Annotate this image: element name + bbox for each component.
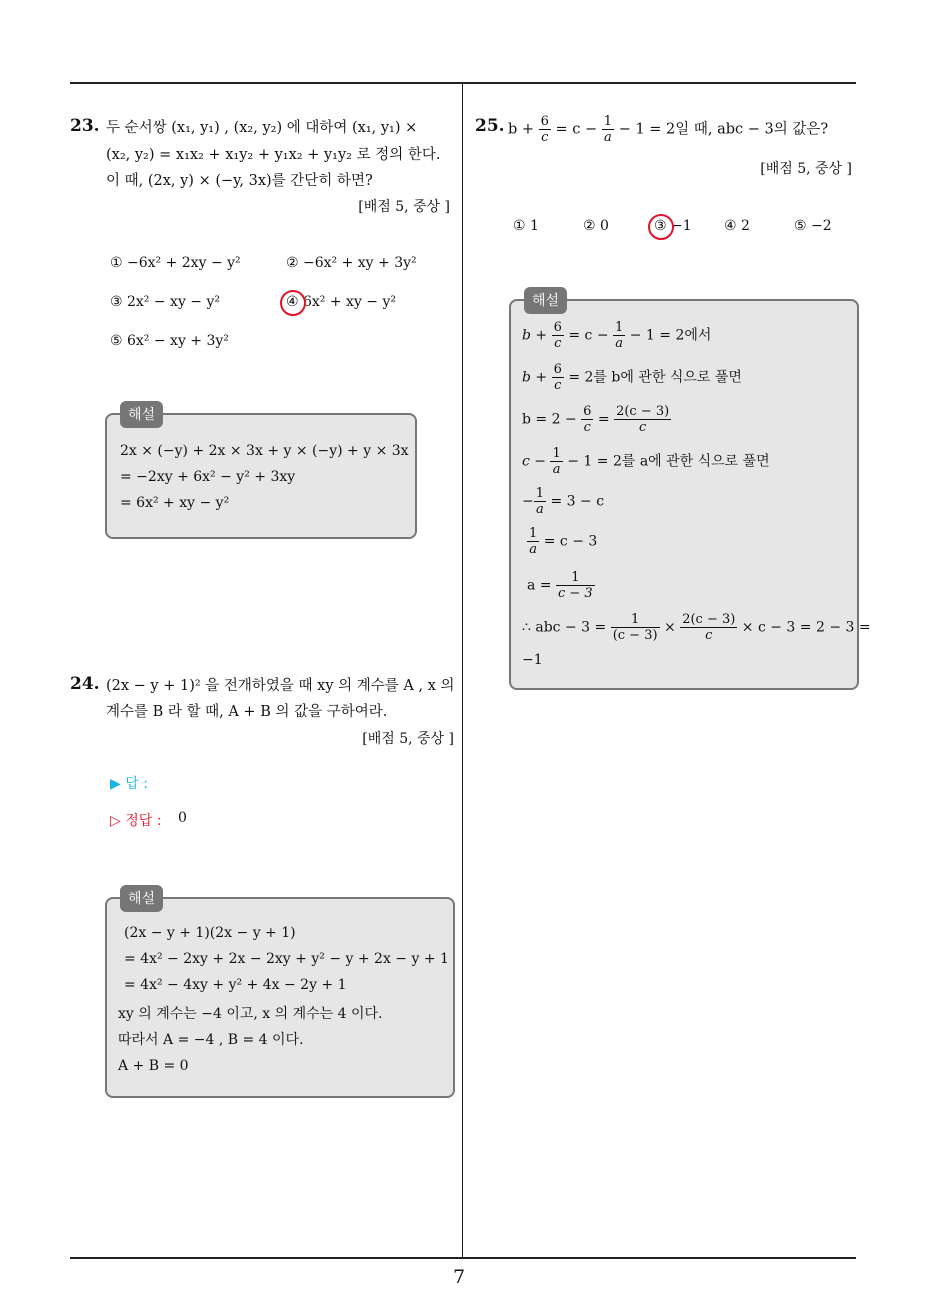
- q25-q-mid: = c −: [555, 121, 598, 138]
- q25-number: 25.: [475, 116, 505, 136]
- q24-line1: (2x − y + 1)² 을 전개하였을 때 xy 의 계수를 A , x 의: [106, 678, 455, 694]
- q23-choice-1[interactable]: ① −6x² + 2xy − y²: [110, 255, 241, 271]
- column-divider: [462, 83, 463, 1258]
- q23-solution-tag: 해설: [120, 401, 163, 428]
- q25-s8-tail: × c − 3 = 2 − 3 =: [741, 619, 871, 636]
- q25-s3-pre: b = 2 −: [522, 411, 577, 428]
- q25-sol-line-5: − $\frac{1}{a}$ = 3 − c: [522, 486, 605, 517]
- q24-solution-line-3: = 4x² − 4xy + y² + 4x − 2y + 1: [124, 977, 347, 993]
- q25-s5-frac: $\frac{1}{a}$: [535, 486, 545, 517]
- q25-s6-frac: $\frac{1}{a}$: [529, 526, 538, 557]
- q25-sol-line-7: [527, 570, 595, 601]
- top-rule: [70, 82, 856, 84]
- q25-s1-tail: − 1 = 2에서: [629, 327, 712, 344]
- page-number: 7: [453, 1266, 466, 1288]
- q25-s1-b: b: [522, 327, 531, 344]
- q24-solution-line-4: xy 의 계수는 −4 이고, x 의 계수는 4 이다.: [118, 1006, 383, 1022]
- q25-s8-frac2: $\frac{2(c - 3)}{c}$: [682, 612, 736, 643]
- q25-q-post: − 1 = 2일 때, abc − 3의 값은?: [618, 121, 829, 138]
- q24-solution-line-5: 따라서 A = −4 , B = 4 이다.: [118, 1032, 304, 1048]
- q25-q-pre: b +: [508, 121, 535, 138]
- q25-s8-pre: ∴ abc − 3 =: [522, 619, 607, 636]
- q25-question: [508, 114, 828, 145]
- q23-choice-5[interactable]: ⑤ 6x² − xy + 3y²: [110, 333, 229, 349]
- q25-source: [배점 5, 중상 ]: [760, 161, 852, 177]
- q23-choice-3[interactable]: ③ 2x² − xy − y²: [110, 294, 221, 310]
- q24-correct-value: 0: [178, 810, 187, 826]
- q25-choice-5[interactable]: ⑤ −2: [794, 218, 832, 234]
- q24-line2: 계수를 B 라 할 때, A + B 의 값을 구하여라.: [106, 704, 388, 720]
- q23-solution-line-2: = −2xy + 6x² − y² + 3xy: [120, 469, 296, 485]
- q23-line1: 두 순서쌍 (x₁, y₁) , (x₂, y₂) 에 대하여 (x₁, y₁) ×: [106, 120, 418, 136]
- q24-correct-label: ▷ 정답 :: [110, 813, 162, 829]
- q25-sol-line-6: [527, 526, 597, 557]
- q25-sol-line-1: b + $\frac{6}{c}$ = c − $\frac{1}{a}$ − 1 = 2에서: [522, 320, 712, 351]
- q23-choice-4[interactable]: ④ 6x² + xy − y²: [286, 294, 397, 310]
- q24-number: 24.: [70, 674, 100, 694]
- q25-choice-3[interactable]: ③ −1: [654, 218, 692, 234]
- q24-source: [배점 5, 중상 ]: [362, 731, 454, 747]
- q25-s1-frac2: $\frac{1}{a}$: [615, 320, 624, 351]
- q25-sol-line-9: −1: [522, 652, 543, 668]
- q23-source: [배점 5, 중상 ]: [358, 199, 450, 215]
- q25-s4-tail: − 1 = 2를 a에 관한 식으로 풀면: [567, 453, 770, 470]
- bottom-rule: [70, 1257, 856, 1259]
- q25-choice-1[interactable]: ① 1: [513, 218, 539, 234]
- q24-solution-line-1: (2x − y + 1)(2x − y + 1): [124, 925, 296, 941]
- q24-solution-line-6: A + B = 0: [118, 1058, 189, 1074]
- q25-solution-tag: 해설: [524, 287, 567, 314]
- q25-s1-mid: = c −: [568, 327, 609, 344]
- q25-sol-line-2: b + $\frac{6}{c}$ = 2를 b에 관한 식으로 풀면: [522, 362, 742, 393]
- q25-s5-tail: = 3 − c: [550, 493, 605, 510]
- q25-choice-2[interactable]: ② 0: [583, 218, 609, 234]
- q23-selected-circle: [280, 290, 306, 316]
- q23-number: 23.: [70, 116, 100, 136]
- q25-q-frac2: $\frac{1}{a}$: [603, 114, 613, 145]
- q25-s7-frac: $\frac{1}{c - 3}$: [557, 570, 593, 601]
- q25-s1-frac1: $\frac{6}{c}$: [553, 320, 562, 351]
- q25-s4-frac: $\frac{1}{a}$: [552, 446, 561, 477]
- q23-choice-2[interactable]: ② −6x² + xy + 3y²: [286, 255, 417, 271]
- q25-s8-frac1: $\frac{1}{(c - 3)}$: [612, 612, 658, 643]
- q25-s2-tail: = 2를 b에 관한 식으로 풀면: [568, 369, 742, 386]
- q25-s6-tail: = c − 3: [543, 533, 598, 550]
- q25-s3-frac1: $\frac{6}{c}$: [583, 404, 592, 435]
- q25-s2-frac: $\frac{6}{c}$: [553, 362, 562, 393]
- q24-solution-tag: 해설: [120, 885, 163, 912]
- q25-choice-4[interactable]: ④ 2: [724, 218, 750, 234]
- q25-sol-line-3: b = 2 − $\frac{6}{c}$ = $\frac{2(c - 3)}{c}$: [522, 404, 670, 435]
- q25-s3-frac2: $\frac{2(c - 3)}{c}$: [616, 404, 670, 435]
- q24-answer-label: ▶ 답 :: [110, 776, 148, 792]
- q23-solution-line-3: = 6x² + xy − y²: [120, 495, 230, 511]
- q23-line2: (x₂, y₂) = x₁x₂ + x₁y₂ + y₁x₂ + y₁y₂ 로 정의 한다.: [106, 147, 441, 163]
- q23-line3: 이 때, (2x, y) × (−y, 3x)를 간단히 하면?: [106, 173, 373, 189]
- q25-sol-line-8: ∴ abc − 3 = $\frac{1}{(c - 3)}$ × $\frac{2(c - 3)}{c}$ × c − 3 = 2 − 3 =: [522, 612, 871, 643]
- q25-q-frac1: $\frac{6}{c}$: [540, 114, 549, 145]
- q25-sol-line-4: c − $\frac{1}{a}$ − 1 = 2를 a에 관한 식으로 풀면: [522, 446, 770, 477]
- q25-selected-circle: [648, 214, 674, 240]
- q23-solution-line-1: 2x × (−y) + 2x × 3x + y × (−y) + y × 3x: [120, 443, 409, 459]
- q25-s7-pre: a =: [527, 577, 552, 594]
- q24-solution-line-2: = 4x² − 2xy + 2x − 2xy + y² − y + 2x − y + 1: [124, 951, 449, 967]
- q24-answer-input[interactable]: [180, 770, 380, 792]
